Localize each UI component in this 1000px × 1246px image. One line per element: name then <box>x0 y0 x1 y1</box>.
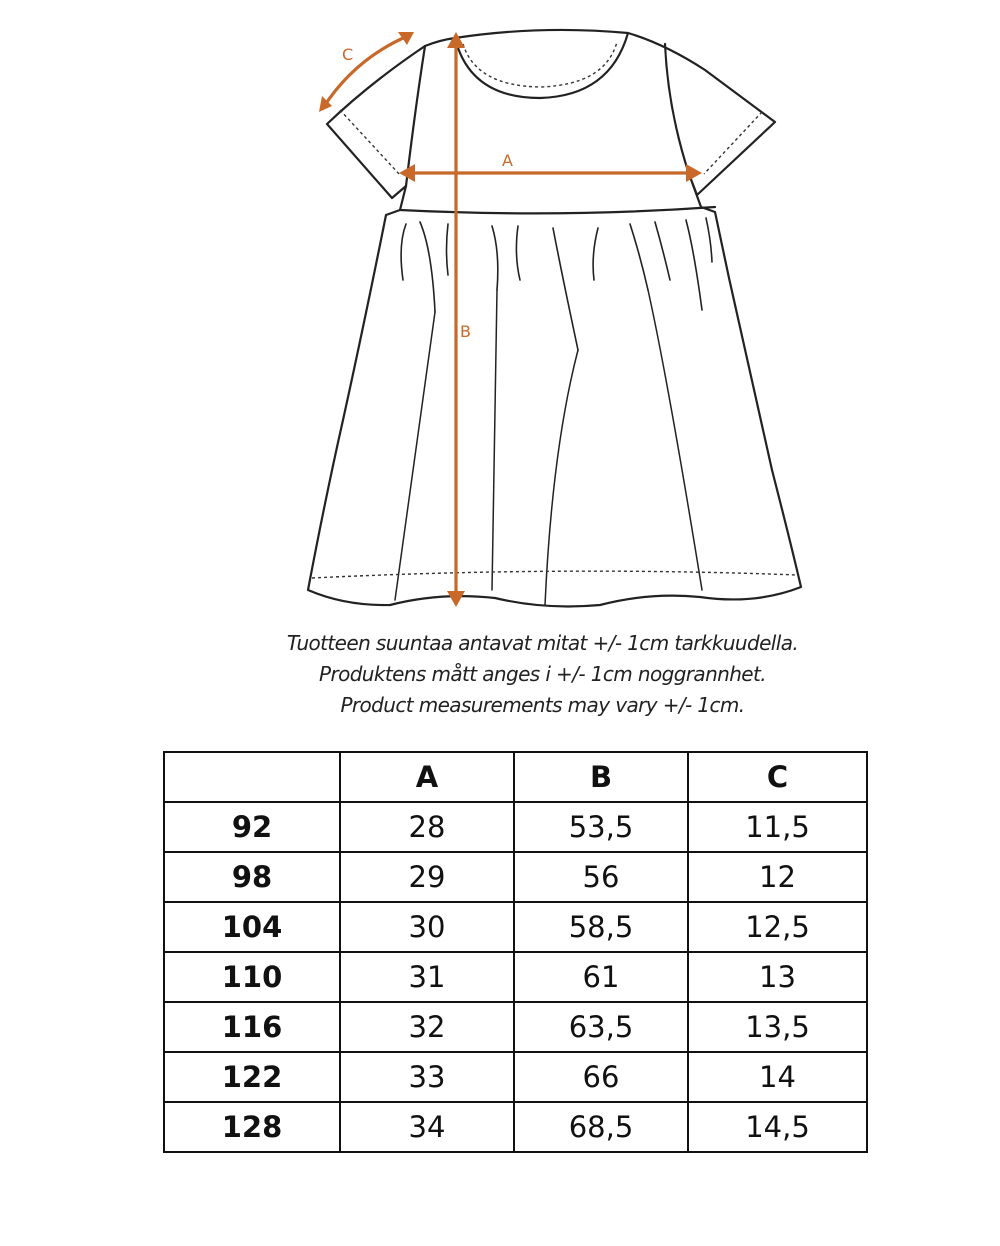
size-cell: 110 <box>164 952 340 1002</box>
armhole-seam-right <box>665 44 689 174</box>
a-cell: 28 <box>340 802 514 852</box>
size-cell: 92 <box>164 802 340 852</box>
table-row <box>164 902 867 952</box>
note-finnish: Tuotteen suuntaa antavat mitat +/- 1cm tarkkuudella. <box>286 631 799 655</box>
a-cell: 29 <box>340 852 514 902</box>
table-header-row <box>164 752 867 802</box>
size-cell: 122 <box>164 1052 340 1102</box>
c-cell: 13 <box>688 952 867 1002</box>
c-cell: 13,5 <box>688 1002 867 1052</box>
a-cell: 33 <box>340 1052 514 1102</box>
header-b: B <box>514 752 688 802</box>
header-a: A <box>340 752 514 802</box>
a-cell: 34 <box>340 1102 514 1152</box>
table-row <box>164 1002 867 1052</box>
dress-diagram <box>0 0 1000 620</box>
arrowhead-b-bottom <box>447 591 465 607</box>
c-cell: 12,5 <box>688 902 867 952</box>
a-cell: 32 <box>340 1002 514 1052</box>
table-row <box>164 1052 867 1102</box>
table-row <box>164 952 867 1002</box>
size-cell: 98 <box>164 852 340 902</box>
armhole-seam-left <box>406 46 425 186</box>
size-table <box>163 751 868 1153</box>
c-cell: 11,5 <box>688 802 867 852</box>
b-cell: 61 <box>514 952 688 1002</box>
note-swedish: Produktens mått anges i +/- 1cm noggrannhet. <box>318 662 767 686</box>
table-row <box>164 802 867 852</box>
c-cell: 14,5 <box>688 1102 867 1152</box>
arrowhead-a-right <box>686 164 702 182</box>
label-c: C <box>342 45 354 64</box>
label-a: A <box>502 151 513 170</box>
table-row <box>164 1102 867 1152</box>
skirt-gathers <box>401 218 712 350</box>
sleeve-stitching-left <box>340 110 400 175</box>
header-empty <box>164 752 340 802</box>
header-c: C <box>688 752 867 802</box>
b-cell: 58,5 <box>514 902 688 952</box>
a-cell: 31 <box>340 952 514 1002</box>
skirt-folds <box>395 290 702 605</box>
b-cell: 66 <box>514 1052 688 1102</box>
c-cell: 12 <box>688 852 867 902</box>
size-cell: 128 <box>164 1102 340 1152</box>
c-cell: 14 <box>688 1052 867 1102</box>
neckline <box>455 33 628 98</box>
b-cell: 56 <box>514 852 688 902</box>
b-cell: 68,5 <box>514 1102 688 1152</box>
b-cell: 63,5 <box>514 1002 688 1052</box>
neckline-stitching <box>463 42 617 87</box>
label-b: B <box>460 322 471 341</box>
dress-bodice-outline <box>308 30 801 607</box>
a-cell: 30 <box>340 902 514 952</box>
note-english: Product measurements may vary +/- 1cm. <box>340 693 745 717</box>
waist-seam <box>400 207 715 213</box>
size-cell: 104 <box>164 902 340 952</box>
b-cell: 53,5 <box>514 802 688 852</box>
measure-arrow-c <box>323 35 410 108</box>
arrowhead-b-top <box>447 32 465 48</box>
table-row <box>164 852 867 902</box>
hem-stitching <box>312 571 797 578</box>
size-cell: 116 <box>164 1002 340 1052</box>
